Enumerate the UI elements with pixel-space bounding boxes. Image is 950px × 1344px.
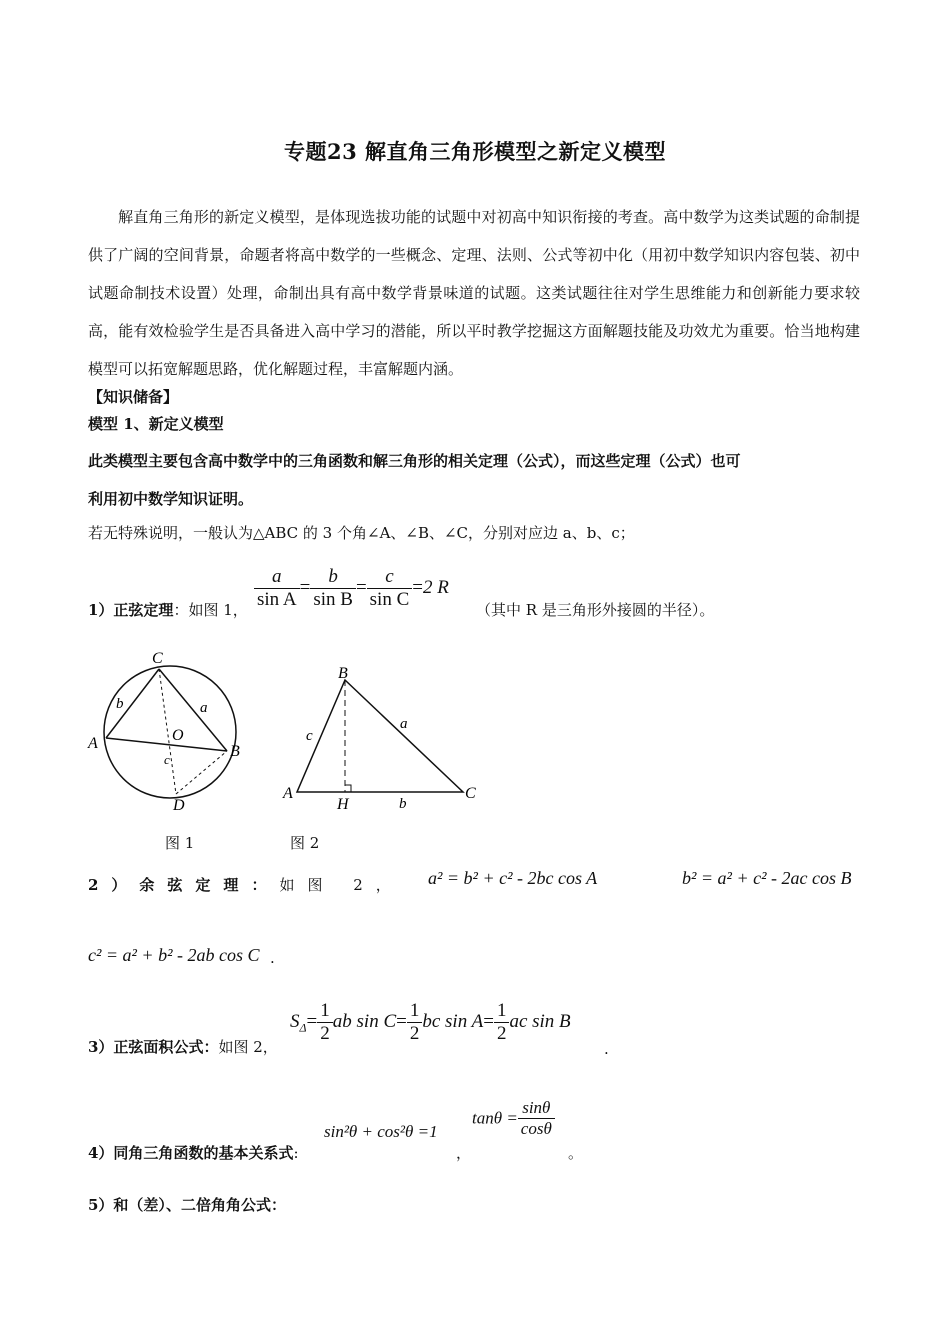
law-of-cosines-eq3: c² = a² + b² - 2ab cos C	[88, 945, 260, 965]
item3-end: .	[604, 1040, 609, 1058]
fig1-label-b: b	[116, 696, 124, 712]
fig1-label-D: D	[173, 797, 185, 814]
fraction-a-sinA: $\frac{a}{\text{sin A}}$	[254, 566, 300, 611]
model-description-line1: 此类模型主要包含高中数学中的三角函数和解三角形的相关定理（公式），而这些定理（公式）也可	[88, 452, 741, 470]
item2-label: 2）余弦定理：	[88, 876, 280, 894]
item1-heading	[88, 599, 248, 620]
item3-lead: 如图 2，	[218, 1038, 278, 1056]
item1-lead: ：如图 1，	[173, 601, 248, 619]
model-title: 模型 1、新定义模型	[88, 415, 224, 433]
item4-end: 。	[568, 1144, 584, 1162]
item4-label: 4）同角三角函数的基本关系式	[88, 1144, 294, 1162]
fig2-label-c: c	[306, 728, 313, 744]
fraction-c-sinC: $\frac{c}{\text{sin C}}$	[367, 566, 413, 611]
fig1-label-B: B	[230, 743, 240, 760]
law-of-sines-formula: $\frac{a}{\text{sin A}}$ = $\frac{b}{\text{sin B}}$ = $\frac{c}{\text{sin C}}$ =2 R	[254, 566, 449, 611]
pythagorean-identity: sin²θ + cos²θ =1	[324, 1122, 438, 1141]
item2-lead: 如图 2，	[279, 876, 404, 894]
fig2-label-C: C	[465, 785, 476, 802]
area-formula: $S_\Delta=$ $\frac{1}{2}$ ab sin C= $\frac{1}{2}$ bc sin A= $\frac{1}{2}$ ac sin B	[290, 1000, 571, 1044]
fig2-label-A: A	[283, 785, 293, 802]
item4-colon: :	[293, 1144, 299, 1162]
law-of-cosines-eq2: b² = a² + c² - 2ac cos B	[682, 868, 852, 888]
intro-paragraph	[88, 198, 860, 388]
section-header: 【知识储备】	[88, 388, 179, 406]
item2-heading	[88, 874, 404, 895]
figure-2-caption: 图 2	[290, 834, 320, 852]
item4-separator: ，	[456, 1144, 472, 1162]
model-description-line2: 利用初中数学知识证明。	[88, 490, 254, 508]
fig2-label-b: b	[399, 796, 407, 812]
fig2-label-H: H	[337, 796, 349, 813]
figure-1-circumcircle	[84, 646, 254, 816]
figure-1-caption: 图 1	[165, 834, 195, 852]
fig2-label-B: B	[338, 665, 348, 682]
fig2-label-a: a	[400, 716, 408, 732]
item3-heading	[88, 1036, 278, 1057]
fig1-label-O: O	[172, 727, 184, 744]
formula-rhs: 2 R	[422, 576, 449, 598]
page-title: 专题23 解直角三角形模型之新定义模型	[283, 139, 667, 164]
item1-label: 1）正弦定理	[88, 601, 174, 619]
item5-label: 5）和（差）、二倍角角公式：	[88, 1196, 286, 1214]
figure-2-triangle	[280, 658, 490, 818]
item1-note: （其中 R 是三角形外接圆的半径）。	[476, 601, 715, 619]
convention-text: 若无特殊说明，一般认为△ABC 的 3 个角∠A、∠B、∠C，分别对应边 a、b、c；	[88, 524, 635, 542]
law-of-cosines-eq1: a² = b² + c² - 2bc cos A	[428, 868, 598, 888]
fig1-label-A: A	[88, 735, 98, 752]
item2-end: .	[270, 949, 275, 967]
intro-text: 解直角三角形的新定义模型，是体现选拔功能的试题中对初高中知识衔接的考查。高中数学为这类试题的命制提供了广阔的空间背景，命题者将高中数学的一些概念、定理、法则、公式等初中化（用初中数学知识内容包装、初中试题命制技术设置）处理，命制出具有高中数学背景味道的试题。这类试题往往对学生思维能力和创新能力要求较高，能有效检验学生是否具备进入高中学习的潜能，所以平时教学挖掘这方面解题技能及功效尤为重要。恰当地构建模型可以拓宽解题思路，优化解题过程，丰富解题内涵。	[88, 208, 860, 378]
fig1-label-a: a	[200, 700, 208, 716]
item3-label: 3）正弦面积公式：	[88, 1038, 219, 1056]
fig1-label-c: c	[164, 752, 170, 767]
item4-heading	[88, 1142, 299, 1163]
fraction-b-sinB: $\frac{b}{\text{sin B}}$	[310, 566, 356, 611]
tangent-identity: tanθ = $\frac{\sin\theta}{\cos\theta}$	[472, 1098, 555, 1139]
fig1-label-C: C	[152, 650, 163, 667]
